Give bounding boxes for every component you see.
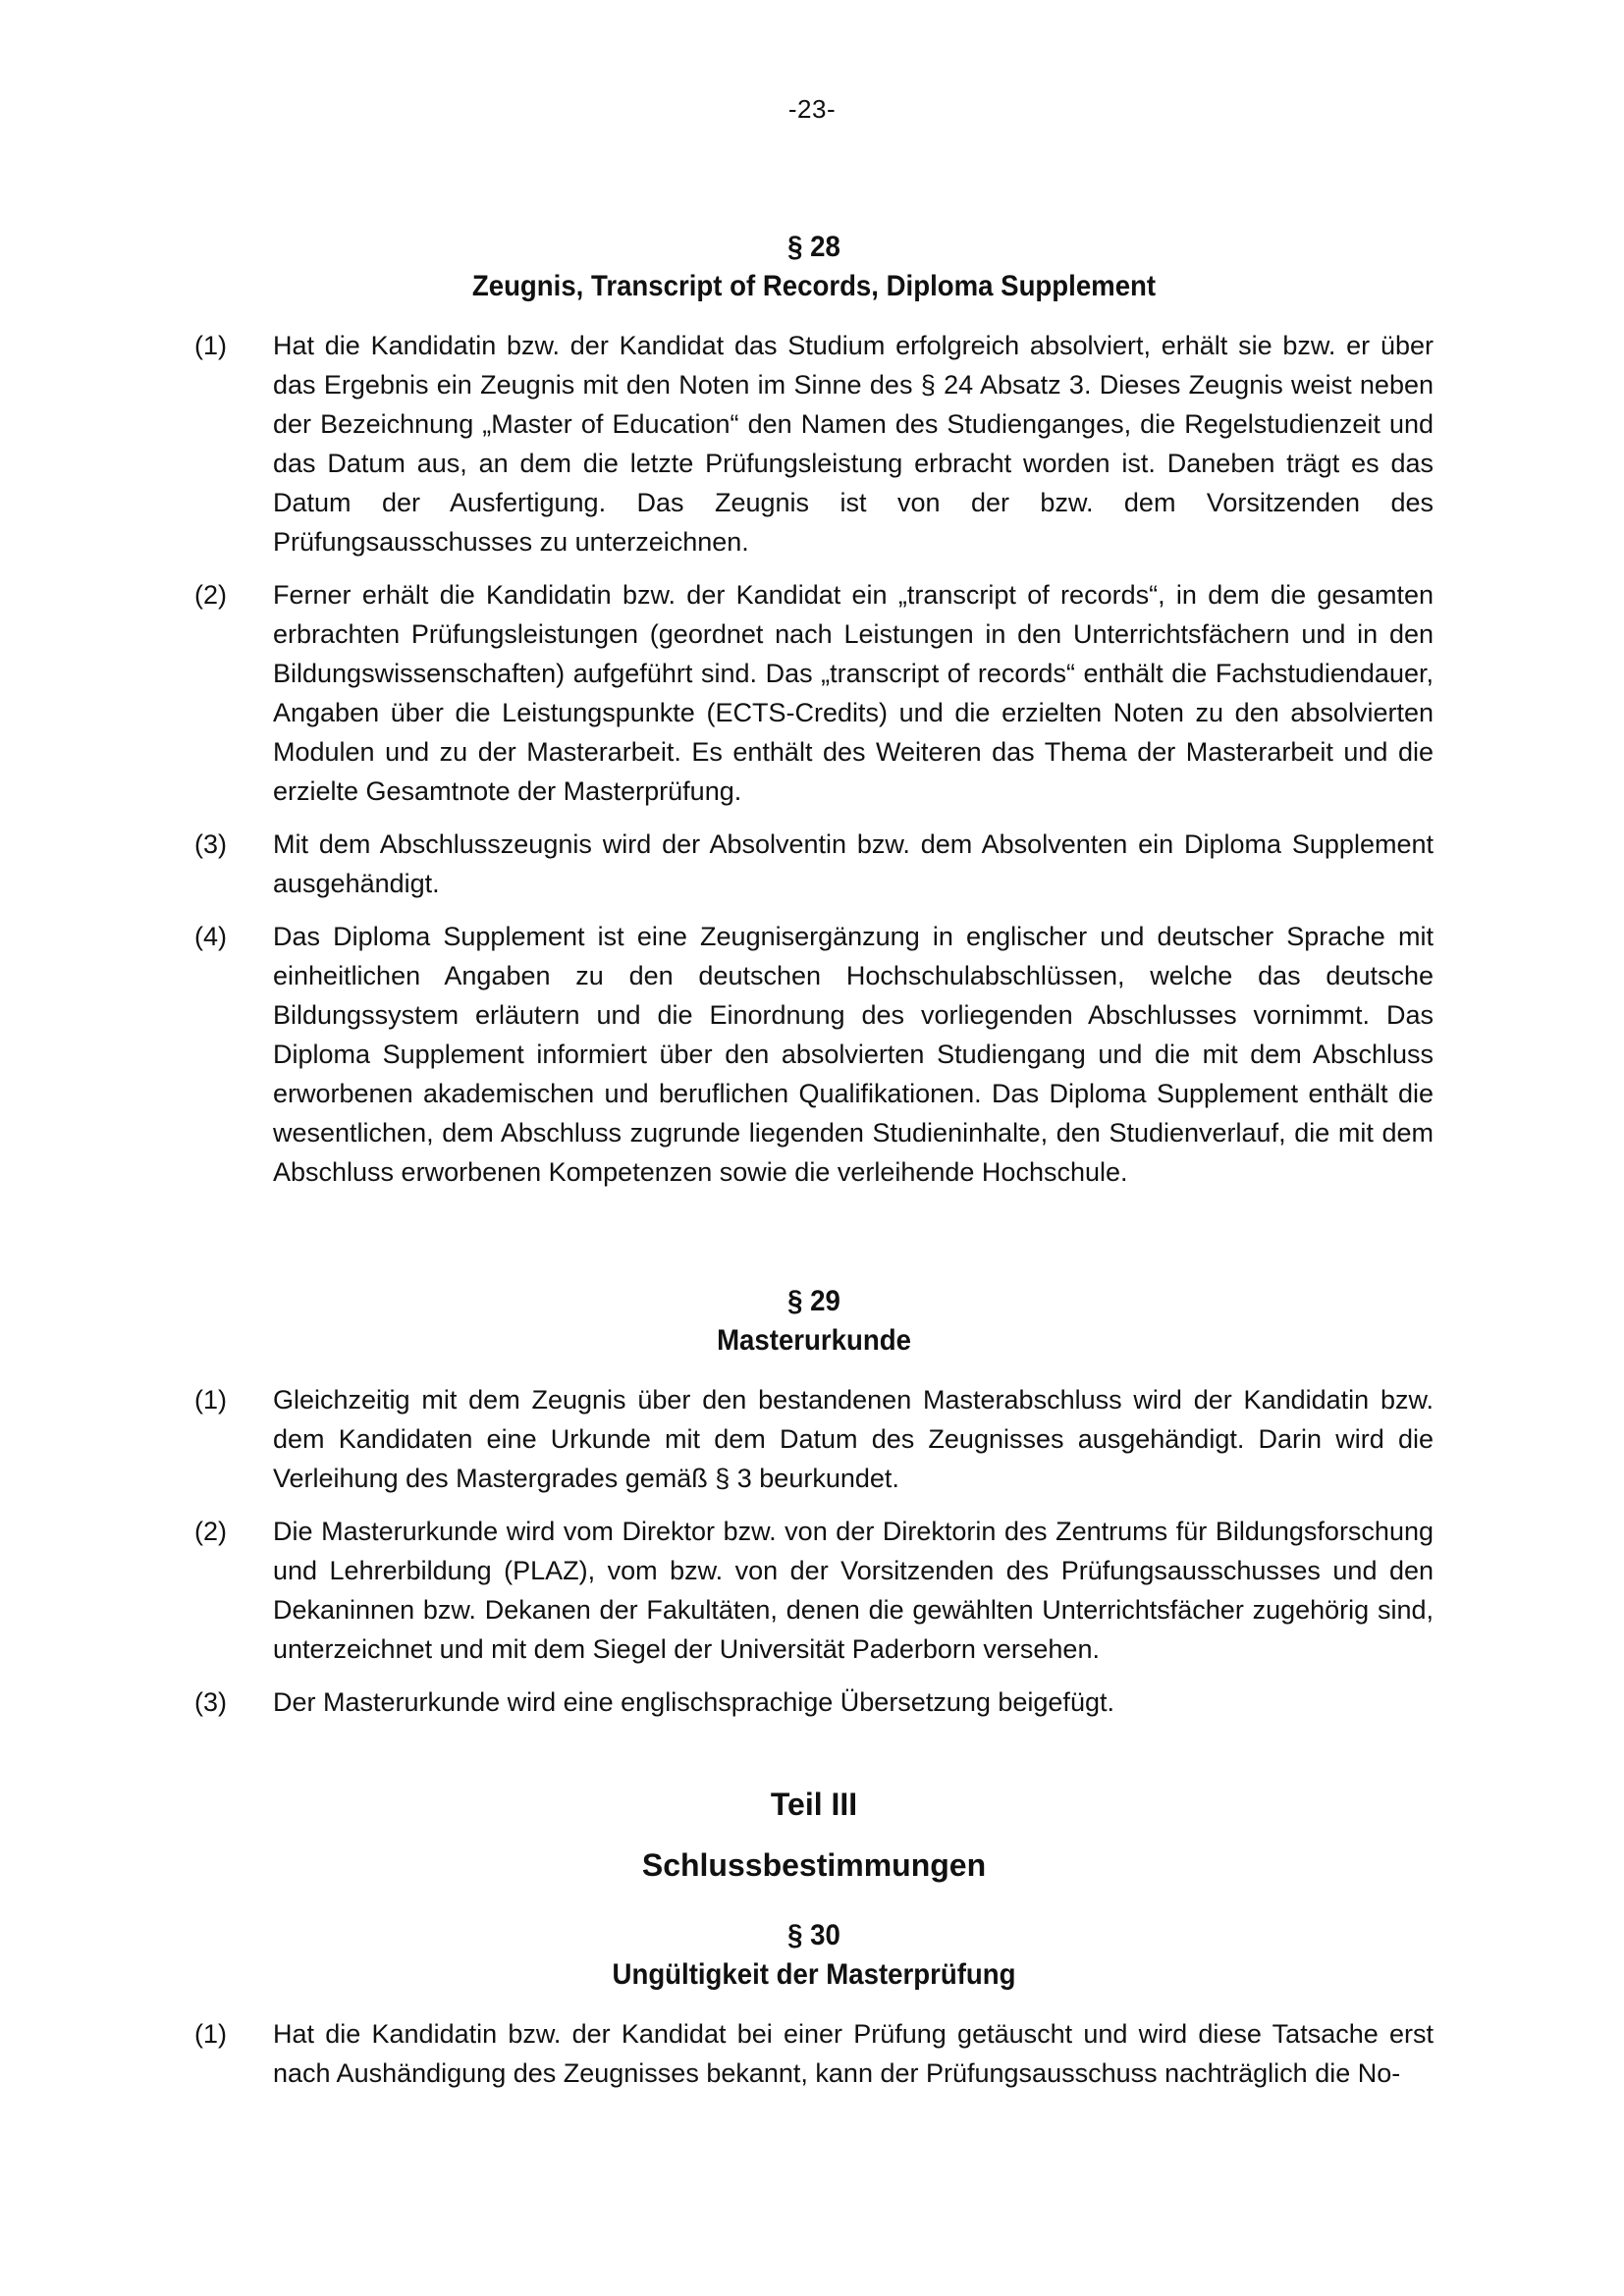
section-28 bbox=[194, 228, 1434, 1192]
section-28-paragraph-2 bbox=[194, 575, 1434, 811]
section-30-number: § 30 bbox=[787, 1919, 840, 1951]
section-30 bbox=[194, 1916, 1434, 2093]
part-3-subtitle: Schlussbestimmungen bbox=[641, 1847, 987, 1883]
paragraph-number: (2) bbox=[194, 580, 227, 610]
section-30-paragraph-1 bbox=[194, 2014, 1434, 2093]
section-30-title: Ungültigkeit der Masterprüfung bbox=[612, 1958, 1016, 1991]
paragraph-number: (3) bbox=[194, 1687, 227, 1717]
part-3-heading bbox=[194, 1783, 1434, 1887]
paragraph-text: Hat die Kandidatin bzw. der Kandidat das Studium erfolgreich absolviert, erhält sie bzw. er über das Ergebnis ein Zeugnis mit den Noten im Sinne des § 24 Absatz 3. Dieses Zeugnis weist neben der Bezeichnung „Master of Education“ den Namen des Studienganges, die Regelstudienzeit und das Datum aus, an dem die letzte Prüfungsleistung erbracht worden ist. Daneben trägt es das Datum der Ausfertigung. Das Zeugnis ist von der bzw. dem Vorsitzenden des Prüfungsausschusses zu unterzeichnen. bbox=[273, 331, 1434, 557]
paragraph-number: (1) bbox=[194, 331, 227, 360]
paragraph-number: (3) bbox=[194, 829, 227, 859]
section-28-number: § 28 bbox=[787, 231, 840, 263]
section-29-number: § 29 bbox=[787, 1285, 840, 1317]
section-29 bbox=[194, 1282, 1434, 1722]
section-29-paragraph-1 bbox=[194, 1380, 1434, 1498]
section-28-paragraph-4 bbox=[194, 917, 1434, 1192]
paragraph-text: Ferner erhält die Kandidatin bzw. der Kandidat ein „transcript of records“, in dem die gesamten erbrachten Prüfungsleistungen (geordnet nach Leistungen in den Unterrichtsfächern und in den Bildungswissenschaften) aufgeführt sind. Das „transcript of records“ enthält die Fachstudiendauer, Angaben über die Leistungspunkte (ECTS-Credits) und die erzielten Noten zu den absolvierten Modulen und zu der Masterarbeit. Es enthält des Weiteren das Thema der Masterarbeit und die erzielte Gesamtnote der Masterprüfung. bbox=[273, 580, 1434, 806]
paragraph-text: Gleichzeitig mit dem Zeugnis über den bestandenen Masterabschluss wird der Kandidatin bzw. dem Kandidaten eine Urkunde mit dem Datum des Zeugnisses ausgehändigt. Darin wird die Verleihung des Mastergrades gemäß § 3 beurkundet. bbox=[273, 1385, 1434, 1493]
section-28-title: Zeugnis, Transcript of Records, Diploma Supplement bbox=[471, 270, 1157, 302]
paragraph-text: Die Masterurkunde wird vom Direktor bzw. von der Direktorin des Zentrums für Bildungsforschung und Lehrerbildung (PLAZ), vom bzw. von der Vorsitzenden des Prüfungsausschusses und den Dekaninnen bzw. Dekanen der Fakultäten, denen die gewählten Unterrichtsfächer zugehörig sind, unterzeichnet und mit dem Siegel der Universität Paderborn versehen. bbox=[273, 1517, 1434, 1664]
paragraph-text: Der Masterurkunde wird eine englischsprachige Übersetzung beigefügt. bbox=[273, 1687, 1114, 1717]
section-28-paragraph-3 bbox=[194, 825, 1434, 903]
section-29-title: Masterurkunde bbox=[717, 1324, 911, 1357]
paragraph-text: Das Diploma Supplement ist eine Zeugnisergänzung in englischer und deutscher Sprache mit einheitlichen Angaben zu den deutschen Hochschulabschlüssen, welche das deutsche Bildungssystem erläutern und die Einordnung des vorliegenden Abschlusses vornimmt. Das Diploma Supplement informiert über den absolvierten Studiengang und die mit dem Abschluss erworbenen akademischen und beruflichen Qualifikationen. Das Diploma Supplement enthält die wesentlichen, dem Abschluss zugrunde liegenden Studieninhalte, den Studienverlauf, die mit dem Abschluss erworbenen Kompetenzen sowie die verleihende Hochschule. bbox=[273, 922, 1434, 1187]
section-29-paragraph-2 bbox=[194, 1512, 1434, 1669]
page-number: -23- bbox=[787, 94, 837, 124]
paragraph-number: (2) bbox=[194, 1517, 227, 1546]
part-3-title: Teil III bbox=[770, 1787, 858, 1822]
section-28-paragraph-1 bbox=[194, 326, 1434, 561]
section-29-paragraph-3 bbox=[194, 1682, 1434, 1722]
paragraph-number: (4) bbox=[194, 922, 227, 951]
paragraph-number: (1) bbox=[194, 2019, 227, 2049]
paragraph-number: (1) bbox=[194, 1385, 227, 1415]
page-content bbox=[194, 228, 1434, 2093]
paragraph-text: Mit dem Abschlusszeugnis wird der Absolventin bzw. dem Absolventen ein Diploma Supplement ausgehändigt. bbox=[273, 829, 1434, 898]
paragraph-text: Hat die Kandidatin bzw. der Kandidat bei einer Prüfung getäuscht und wird diese Tatsache erst nach Aushändigung des Zeugnisses bekannt, kann der Prüfungsausschuss nachträglich die No- bbox=[273, 2019, 1434, 2088]
